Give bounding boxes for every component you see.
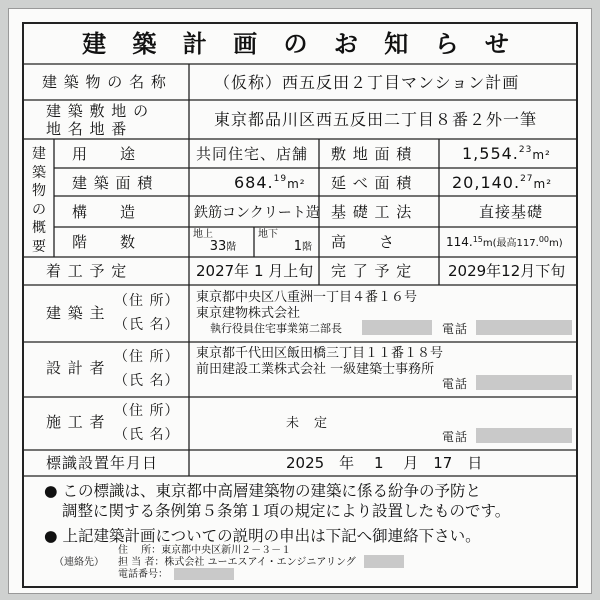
total-floor-int: 20,140. — [452, 173, 521, 192]
redacted-designer-tel — [476, 375, 572, 390]
contact-tel-label: 電話番号： — [118, 569, 168, 580]
height-dec: 15 — [472, 235, 483, 244]
value-complete: 2029年12月下旬 — [448, 262, 566, 280]
site-area-int: 1,554. — [462, 144, 519, 163]
label-use: 用 途 — [72, 145, 137, 163]
value-use: 共同住宅、店舗 — [196, 145, 309, 163]
floors-below-label: 地下 — [258, 229, 278, 240]
note-1-line-1: ● この標識は、東京都中高層建築物の建築に係る紛争の予防と — [44, 482, 481, 500]
redacted-owner-name — [362, 320, 432, 335]
label-start: 着 工 予 定 — [46, 262, 128, 280]
label-designer: 設 計 者 — [46, 359, 106, 377]
label-owner-name: （氏 名） — [114, 317, 180, 333]
label-height: 高 さ — [331, 233, 396, 251]
value-height — [446, 236, 563, 249]
overview-char: 概 — [32, 220, 46, 236]
designer-address: 東京都千代田区飯田橋三丁目１１番１８号 — [196, 346, 444, 361]
value-building-name: （仮称）西五反田２丁目マンション計画 — [214, 73, 520, 92]
redacted-contact-tel — [174, 568, 234, 580]
page-title: 建 築 計 画 の お 知 ら せ — [82, 30, 518, 58]
label-site-area: 敷 地 面 積 — [331, 145, 413, 163]
value-sign-date: 2025 年 1 月 17 日 — [286, 454, 483, 472]
overview-char: 要 — [32, 238, 46, 255]
label-owner-address: （住 所） — [114, 293, 180, 309]
value-building-area — [234, 175, 306, 191]
note-2: ● 上記建築計画についての説明の申出は下記へ御連絡下さい。 — [44, 527, 481, 545]
value-site-area — [462, 146, 551, 162]
note-1-line-2: 調整に関する条例第５条第１項の規定により設置したものです。 — [62, 502, 511, 520]
label-sign-date: 標識設置年月日 — [46, 454, 159, 472]
site-area-dec: 23 — [518, 145, 533, 155]
floors-above-value: 33 — [209, 239, 227, 254]
floors-below-value: 1 — [293, 239, 302, 254]
contractor-tel-label: 電話 — [442, 430, 469, 444]
label-total-floor: 延 べ 面 積 — [331, 174, 413, 192]
label-foundation: 基 礎 工 法 — [331, 203, 413, 221]
height-unit2: m) — [549, 238, 563, 249]
value-floors-below — [258, 229, 318, 254]
label-designer-address: （住 所） — [114, 349, 180, 365]
redacted-contact-person — [364, 555, 404, 568]
overview-char: 物 — [32, 183, 46, 199]
label-site-2: 地 名 地 番 — [46, 120, 128, 138]
building-area-dec: 19 — [273, 174, 288, 184]
label-overview-vertical — [29, 145, 49, 256]
overview-char: 建 — [32, 146, 46, 162]
site-area-unit: m² — [532, 148, 551, 162]
value-structure: 鉄筋コンクリート造 — [194, 205, 320, 221]
building-area-unit: m² — [287, 177, 306, 191]
owner-address: 東京都中央区八重洲一丁目４番１６号 — [196, 290, 418, 305]
value-start: 2027年 1 月上旬 — [196, 262, 314, 280]
height-int: 114. — [446, 235, 473, 249]
height-unit: m(最高117. — [482, 238, 539, 249]
total-floor-unit: m² — [533, 177, 553, 191]
owner-tel-label: 電話 — [442, 322, 469, 336]
label-building-area: 建 築 面 積 — [72, 174, 154, 192]
label-contractor-name: （氏 名） — [114, 427, 180, 443]
owner-role: 執行役員住宅事業第二部長 — [210, 322, 342, 335]
label-contractor-address: （住 所） — [114, 403, 180, 419]
value-total-floor — [452, 175, 552, 191]
label-site-1: 建 築 敷 地 の — [46, 102, 150, 120]
contact-person: 担 当 者：株式会社 ユーエスアイ・エンジニアリング — [118, 557, 356, 568]
label-complete: 完 了 予 定 — [331, 262, 413, 280]
label-owner: 建 築 主 — [46, 304, 106, 322]
total-floor-dec: 27 — [520, 174, 534, 184]
designer-tel-label: 電話 — [442, 377, 469, 391]
label-structure: 構 造 — [72, 203, 137, 221]
contact-address: 住 所：東京都中央区新川２－３－１ — [118, 545, 292, 556]
designer-company: 前田建設工業株式会社 一級建築士事務所 — [196, 362, 435, 377]
value-site-address: 東京都品川区西五反田二丁目８番２外一筆 — [214, 110, 538, 129]
value-foundation: 直接基礎 — [479, 203, 544, 221]
owner-company: 東京建物株式会社 — [196, 306, 301, 321]
height-dec2: 00 — [538, 235, 550, 244]
value-floors-above — [193, 229, 253, 254]
notice-table — [22, 22, 578, 588]
redacted-contractor-tel — [476, 428, 572, 443]
label-contractor: 施 工 者 — [46, 413, 106, 431]
floors-above-label: 地上 — [193, 229, 213, 240]
floors-below-unit: 階 — [302, 242, 312, 253]
floors-above-unit: 階 — [226, 242, 237, 253]
building-area-int: 684. — [234, 173, 274, 192]
redacted-owner-tel — [476, 320, 572, 335]
overview-char: 築 — [32, 164, 46, 181]
contractor-value: 未 定 — [286, 416, 329, 431]
label-designer-name: （氏 名） — [114, 373, 180, 389]
label-building-name: 建 築 物 の 名 称 — [42, 73, 167, 91]
contact-label: （連絡先） — [54, 557, 104, 568]
label-floors: 階 数 — [72, 233, 137, 251]
overview-char: の — [32, 201, 46, 218]
